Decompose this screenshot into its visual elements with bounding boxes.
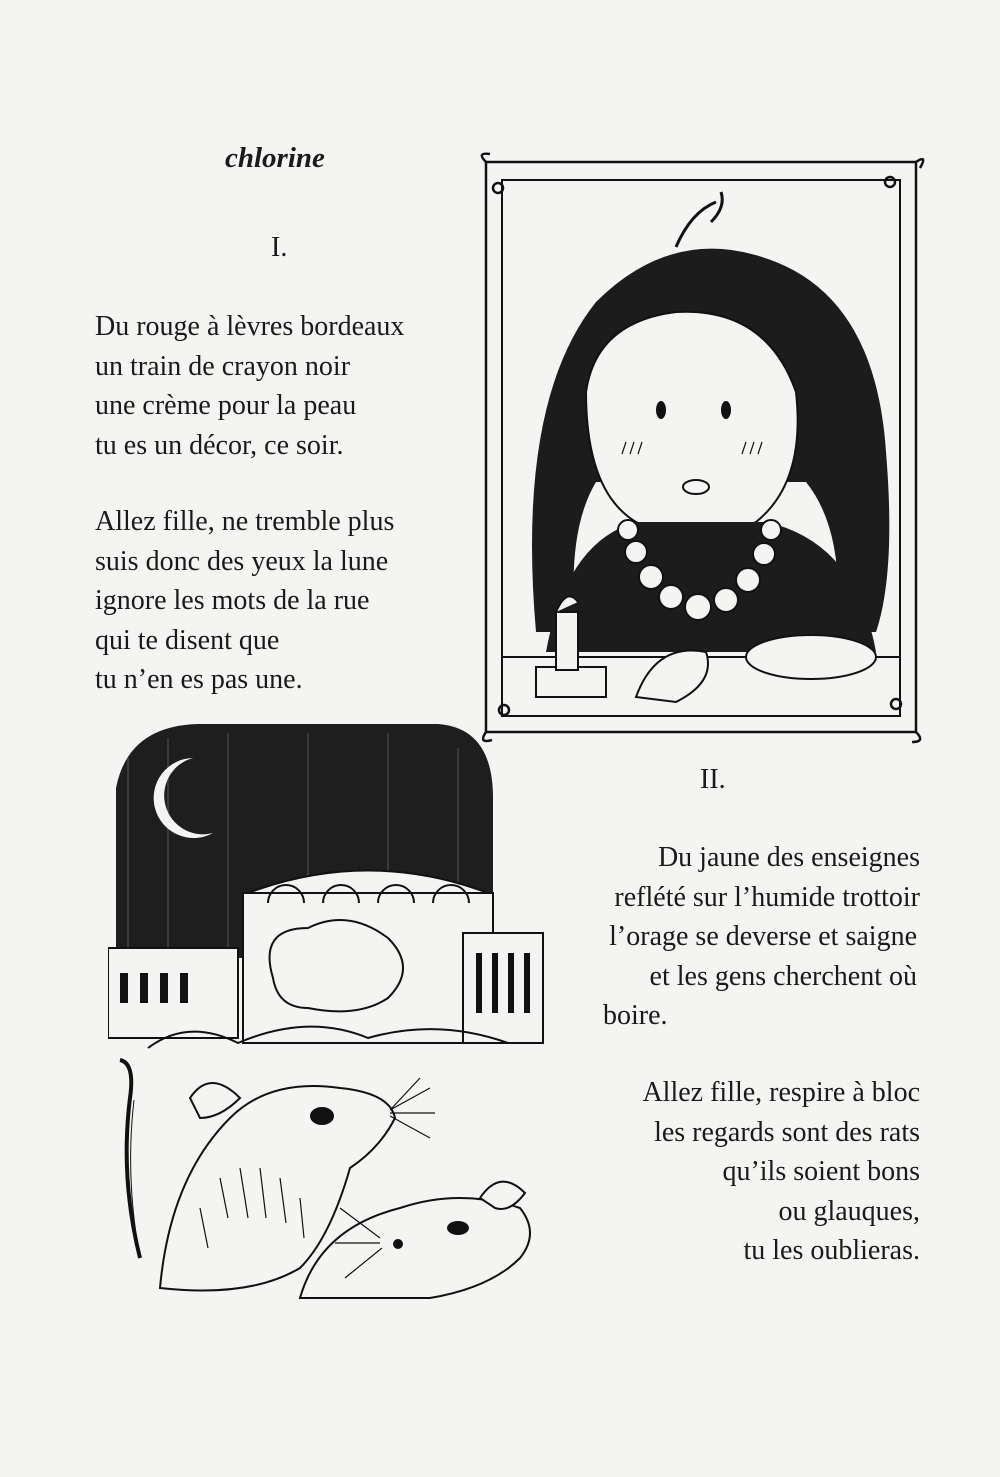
- verse-line: un train de crayon noir: [95, 350, 351, 382]
- verse-line: Du jaune des enseignes: [657, 842, 920, 873]
- girl-in-mirror-illustration: [476, 152, 936, 748]
- verse-line: suis donc des yeux la lune: [95, 545, 389, 577]
- poem-title: chlorine: [225, 142, 325, 174]
- night-city-moon-illustration: [108, 718, 548, 1054]
- verse-line: Allez fille, respire à bloc: [642, 1077, 920, 1108]
- part-two-number: II.: [700, 764, 726, 795]
- two-rats-illustration: [100, 1058, 550, 1308]
- verse-line: boire.: [603, 1000, 668, 1031]
- verse-line: tu les oublieras.: [743, 1235, 920, 1266]
- verse-line: qui te disent que: [95, 624, 280, 656]
- part-one-stanza-one: [95, 307, 404, 465]
- verse-line: qu’ils soient bons: [722, 1156, 920, 1187]
- verse-line: Allez fille, ne tremble plus: [95, 506, 395, 537]
- verse-line: ignore les mots de la rue: [95, 585, 370, 616]
- verse-line: et les gens cherchent où: [649, 960, 917, 992]
- verse-line: l’orage se deverse et saigne: [609, 921, 917, 952]
- verse-line: Du rouge à lèvres bordeaux: [95, 311, 405, 342]
- part-two-stanza-two: [530, 1073, 920, 1271]
- part-one-number: I.: [271, 232, 288, 263]
- verse-line: les regards sont des rats: [654, 1116, 920, 1148]
- verse-line: reflété sur l’humide trottoir: [614, 881, 920, 913]
- part-one-stanza-two: [95, 502, 394, 700]
- verse-line: tu n’en es pas une.: [95, 664, 303, 695]
- verse-line: une crème pour la peau: [95, 390, 357, 421]
- verse-line: ou glauques,: [778, 1195, 920, 1227]
- verse-line: tu es un décor, ce soir.: [95, 429, 344, 461]
- part-two-stanza-one: [530, 838, 920, 1036]
